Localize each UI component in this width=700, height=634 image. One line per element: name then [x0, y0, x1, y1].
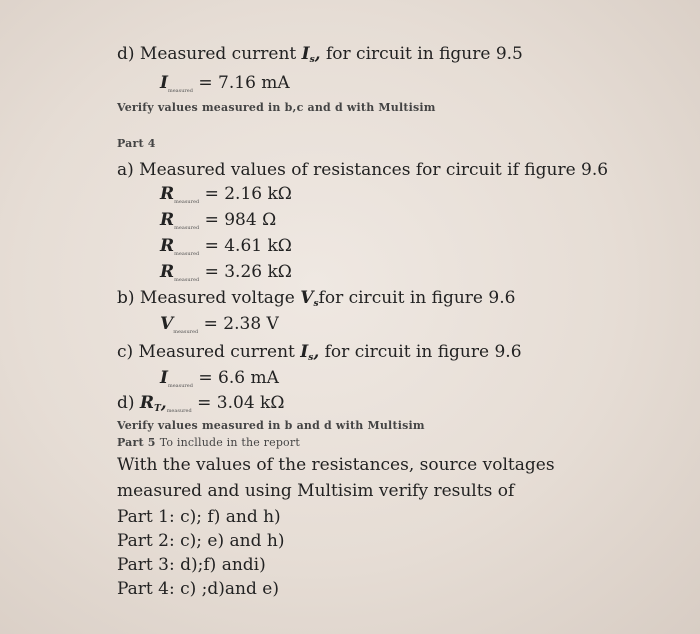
part5-line-2: measured and using Multisim verify results of	[117, 481, 515, 501]
part5-line-6: Part 4: c) ;d)and e)	[117, 579, 279, 599]
resistance-row-3: $R_{measured} = 4.61$ kΩ	[160, 236, 292, 257]
part5-line-4: Part 2: c); e) and h)	[117, 531, 285, 551]
part5-line-5: Part 3: d);f) andi)	[117, 555, 266, 575]
part4-c-heading: c) Measured current Is, for circuit in figure 9.6	[117, 342, 522, 363]
current-c-value-row: $I_{measured} = 6.6$ mA	[160, 368, 279, 389]
part5-heading: Part 5 To incllude in the report	[117, 436, 300, 449]
current-symbol: Is,	[301, 44, 321, 65]
part4-a-heading: a) Measured values of resistances for circuit if figure 9.6	[117, 160, 609, 180]
current-value: 7.16 mA	[218, 73, 290, 93]
part3-d-heading: d) Measured current Is, for circuit in figure 9.5	[117, 44, 523, 65]
voltage-value-row: $V_{measured} = 2.38$ V	[160, 314, 279, 335]
part3-current-value: $I_{measured} = 7.16$ mA	[160, 73, 290, 94]
resistance-row-4: $R_{measured} = 3.26$ kΩ	[160, 262, 292, 283]
part4-heading: Part 4	[117, 137, 156, 150]
part5-line-1: With the values of the resistances, source voltages	[117, 455, 555, 475]
part3-verify-note: Verify values measured in b,c and d with Multisim	[117, 101, 436, 114]
resistance-row-1: $R_{measured} = 2.16$ kΩ	[160, 184, 292, 205]
part5-line-3: Part 1: c); f) and h)	[117, 507, 281, 527]
part4-d-row: d) $RT,_{measured} = 3.04$ kΩ	[117, 393, 285, 414]
part4-verify-note: Verify values measured in b and d with Multisim	[117, 419, 425, 432]
part4-b-heading: b) Measured voltage Vsfor circuit in figure 9.6	[117, 288, 516, 309]
resistance-row-2: $R_{measured} = 984$ Ω	[160, 210, 277, 231]
